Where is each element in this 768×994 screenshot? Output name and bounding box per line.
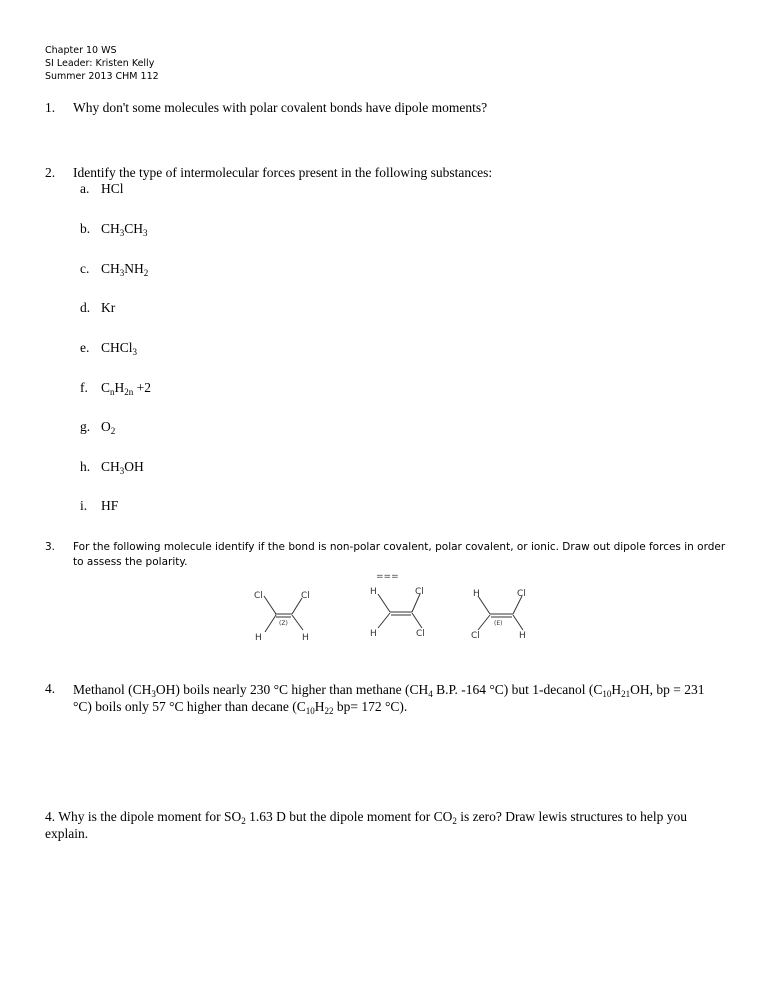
subscript: 3 — [151, 689, 156, 699]
atom-label: Cl — [254, 591, 263, 601]
item-text: Kr — [101, 300, 116, 315]
question-number: 4. — [45, 681, 56, 696]
atom-label: Cl — [416, 629, 425, 639]
atom-label: H — [473, 589, 480, 599]
text-run: OH, bp = 231 — [630, 682, 705, 697]
atom-label: Cl — [301, 591, 310, 601]
atom-label: H — [255, 633, 262, 640]
atom-label: H — [370, 587, 377, 597]
subscript: 4 — [428, 689, 433, 699]
atom-label: H — [370, 629, 377, 639]
atom-label: H — [519, 631, 526, 640]
item-letter: f. — [80, 380, 88, 395]
header-chapter: Chapter 10 WS — [45, 45, 117, 56]
question-number: 1. — [45, 100, 56, 115]
worksheet-header — [45, 44, 159, 83]
text-run: 4. Why is the dipole moment for SO — [45, 809, 242, 824]
item-letter: i. — [80, 498, 88, 513]
atom-label: Cl — [471, 631, 480, 640]
item-text: HF — [101, 498, 119, 513]
text-run: B.P. -164 °C) but 1-decanol (C — [432, 682, 603, 697]
text-run: Methanol (CH — [73, 682, 152, 697]
subscript: 21 — [621, 689, 631, 699]
subscript: 2 — [241, 816, 246, 826]
list-item — [80, 459, 144, 475]
text-run: H — [611, 682, 622, 697]
text-run: OH) boils nearly 230 °C higher than methane (CH — [155, 682, 429, 697]
list-item — [80, 181, 124, 197]
question-4b — [45, 808, 725, 842]
item-letter: d. — [80, 300, 91, 315]
list-item — [80, 419, 115, 435]
atom-label: Cl — [415, 587, 424, 597]
item-letter: e. — [80, 340, 90, 355]
list-item — [80, 498, 118, 514]
item-text: $O_2$ — [101, 419, 116, 436]
list-item — [80, 340, 137, 356]
dichloroethene-structures — [0, 570, 768, 640]
item-letter: b. — [80, 221, 91, 236]
question-4a-text — [73, 681, 723, 715]
stereo-tag: (Z) — [279, 620, 288, 627]
item-text: $CH_3NH_2$ — [101, 261, 149, 278]
text-run: °C) boils only 57 °C higher than decane (C — [73, 699, 306, 714]
item-text: $C_nH_{2n} +2$ — [101, 380, 152, 397]
header-course: Summer 2013 CHM 112 — [45, 71, 159, 82]
list-item — [80, 221, 148, 237]
subscript: 10 — [602, 689, 612, 699]
stereo-tag: (E) — [494, 620, 503, 627]
list-item — [80, 300, 115, 316]
question-text: Identify the type of intermolecular forces present in the following substances: — [73, 165, 493, 180]
atom-label: Cl — [517, 589, 526, 599]
item-letter: a. — [80, 181, 90, 196]
text-run: is zero? Draw lewis structures to help you — [456, 809, 688, 824]
item-letter: h. — [80, 459, 91, 474]
atom-label: H — [302, 633, 309, 640]
list-item — [80, 261, 148, 277]
item-letter: g. — [80, 419, 91, 434]
equivalence-separator: === — [376, 572, 399, 582]
question-number: 3. — [45, 541, 56, 553]
header-si-leader: SI Leader: Kristen Kelly — [45, 58, 155, 69]
item-letter: c. — [80, 261, 90, 276]
question-text: For the following molecule identify if the bond is non-polar covalent, polar covalent, or ionic. Draw out dipole forces in order to assess the polarity. — [73, 541, 726, 568]
text-run: H — [314, 699, 325, 714]
text-run: explain. — [45, 826, 89, 841]
item-text: HCl — [101, 181, 124, 196]
text-run: 1.63 D but the dipole moment for CO — [245, 809, 453, 824]
text-run: bp= 172 °C). — [333, 699, 408, 714]
subscript: 10 — [305, 706, 315, 716]
subscript: 2 — [452, 816, 457, 826]
subscript: 22 — [324, 706, 334, 716]
item-text: $CH_3OH$ — [101, 459, 144, 476]
list-item — [80, 380, 151, 396]
molecule-trans — [378, 594, 422, 628]
item-text: CHCl$_3$ — [101, 340, 138, 357]
question-text: Why don't some molecules with polar covalent bonds have dipole moments? — [73, 100, 488, 115]
item-text: $CH_3CH_3$ — [101, 221, 148, 238]
question-number: 2. — [45, 165, 56, 180]
